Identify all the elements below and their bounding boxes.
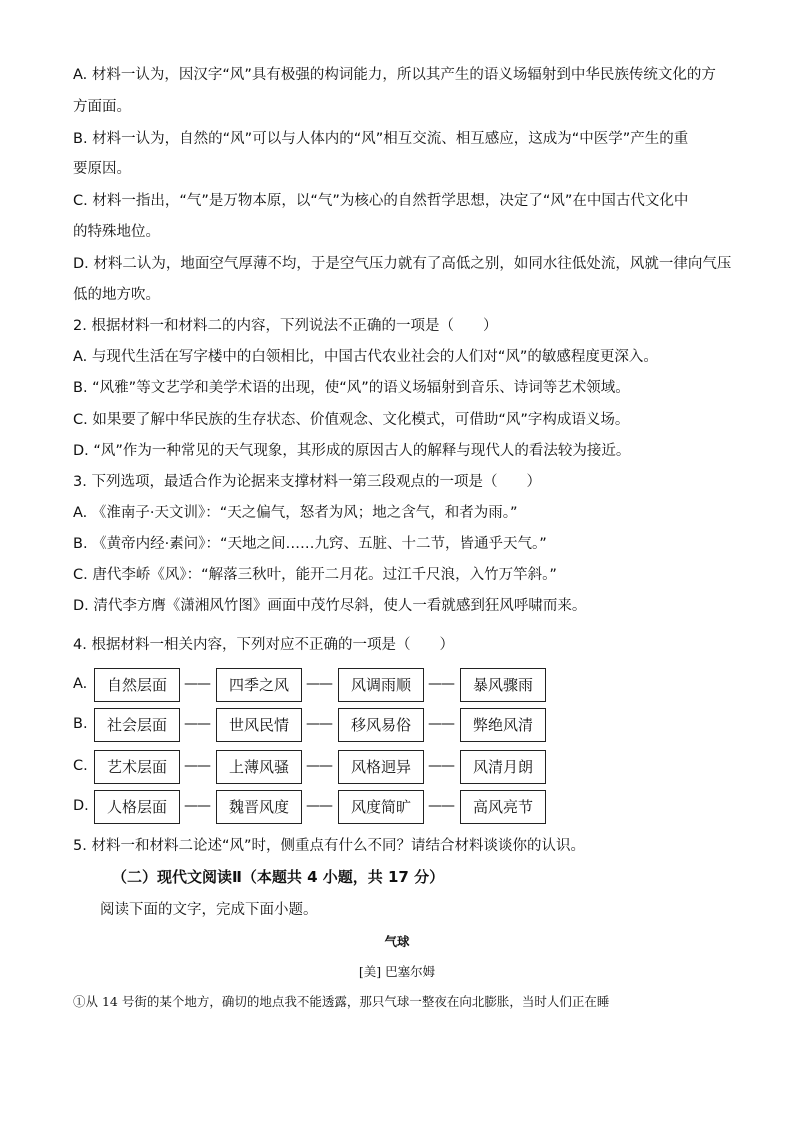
q2-option-b: B. “风雅”等文艺学和美学术语的出现，使“风”的语义场辐射到音乐、诗词等艺术领域。 bbox=[73, 380, 630, 396]
q3-option-a: A. 《淮南子·天文训》：“天之偏气，怒者为风；地之含气，和者为雨。” bbox=[73, 505, 518, 521]
connector-dash: —— bbox=[428, 716, 454, 732]
term-box: 世风民情 bbox=[216, 708, 302, 742]
term-box: 高风亮节 bbox=[460, 790, 546, 824]
connector-dash: —— bbox=[184, 798, 210, 814]
term-box: 社会层面 bbox=[94, 708, 180, 742]
q4-stem: 4. 根据材料一相关内容，下列对应不正确的一项是（ ） bbox=[73, 637, 454, 653]
q3-option-b: B. 《黄帝内经·素问》：“天地之间……九窍、五脏、十二节，皆通乎天气。” bbox=[73, 536, 547, 552]
q1-option-a-line2: 方面面。 bbox=[73, 99, 131, 115]
connector-dash: —— bbox=[428, 676, 454, 692]
story-paragraph-1: ①从 14 号街的某个地方，确切的地点我不能透露，那只气球一整夜在向北膨胀，当时人们正在睡 bbox=[73, 994, 610, 1009]
term-box: 自然层面 bbox=[94, 668, 180, 702]
option-label: D. bbox=[73, 798, 89, 814]
story-title: 气球 bbox=[384, 934, 410, 949]
connector-dash: —— bbox=[306, 716, 332, 732]
reading-instruction: 阅读下面的文字，完成下面小题。 bbox=[100, 902, 318, 918]
term-box: 上薄风骚 bbox=[216, 750, 302, 784]
term-box: 风格迥异 bbox=[338, 750, 424, 784]
term-box: 风调雨顺 bbox=[338, 668, 424, 702]
q2-stem: 2. 根据材料一和材料二的内容，下列说法不正确的一项是（ ） bbox=[73, 318, 498, 334]
connector-dash: —— bbox=[184, 716, 210, 732]
q3-stem: 3. 下列选项，最适合作为论据来支撑材料一第三段观点的一项是（ ） bbox=[73, 474, 541, 490]
q3-option-d: D. 清代李方膺《潇湘风竹图》画面中茂竹尽斜，使人一看就感到狂风呼啸而来。 bbox=[73, 598, 587, 614]
section-title: （二）现代文阅读Ⅱ（本题共 4 小题，共 17 分） bbox=[112, 868, 445, 886]
q2-option-d: D. “风”作为一种常见的天气现象，其形成的原因古人的解释与现代人的看法较为接近。 bbox=[73, 443, 631, 459]
term-box: 风度简旷 bbox=[338, 790, 424, 824]
connector-dash: —— bbox=[184, 676, 210, 692]
option-label: A. bbox=[73, 676, 88, 692]
story-author: [美] 巴塞尔姆 bbox=[358, 964, 436, 979]
term-box: 暴风骤雨 bbox=[460, 668, 546, 702]
connector-dash: —— bbox=[428, 758, 454, 774]
term-box: 移风易俗 bbox=[338, 708, 424, 742]
connector-dash: —— bbox=[184, 758, 210, 774]
q1-option-b-line2: 要原因。 bbox=[73, 161, 131, 177]
q1-option-d-line1: D. 材料二认为，地面空气厚薄不均，于是空气压力就有了高低之别，如同水往低处流，风就一律向气压 bbox=[73, 256, 732, 272]
connector-dash: —— bbox=[306, 676, 332, 692]
term-box: 人格层面 bbox=[94, 790, 180, 824]
term-box: 风清月朗 bbox=[460, 750, 546, 784]
term-box: 魏晋风度 bbox=[216, 790, 302, 824]
option-label: B. bbox=[73, 716, 88, 732]
q1-option-c-line1: C. 材料一指出，“气”是万物本原，以“气”为核心的自然哲学思想，决定了“风”在中国古代文化中 bbox=[73, 193, 689, 209]
q5-question: 5. 材料一和材料二论述“风”时，侧重点有什么不同？请结合材料谈谈你的认识。 bbox=[73, 838, 585, 854]
connector-dash: —— bbox=[428, 798, 454, 814]
option-label: C. bbox=[73, 758, 88, 774]
q1-option-b-line1: B. 材料一认为，自然的“风”可以与人体内的“风”相互交流、相互感应，这成为“中医学”产生的重 bbox=[73, 131, 689, 147]
q1-option-a-line1: A. 材料一认为，因汉字“风”具有极强的构词能力，所以其产生的语义场辐射到中华民族传统文化的方 bbox=[73, 67, 716, 83]
q2-option-c: C. 如果要了解中华民族的生存状态、价值观念、文化模式，可借助“风”字构成语义场。 bbox=[73, 412, 630, 428]
term-box: 弊绝风清 bbox=[460, 708, 546, 742]
q2-option-a: A. 与现代生活在写字楼中的白领相比，中国古代农业社会的人们对“风”的敏感程度更深入。 bbox=[73, 349, 658, 365]
q3-option-c: C. 唐代李峤《风》：“解落三秋叶，能开二月花。过江千尺浪，入竹万竿斜。” bbox=[73, 567, 557, 583]
q1-option-c-line2: 的特殊地位。 bbox=[73, 224, 160, 240]
connector-dash: —— bbox=[306, 798, 332, 814]
term-box: 艺术层面 bbox=[94, 750, 180, 784]
q1-option-d-line2: 低的地方吹。 bbox=[73, 287, 160, 303]
term-box: 四季之风 bbox=[216, 668, 302, 702]
connector-dash: —— bbox=[306, 758, 332, 774]
